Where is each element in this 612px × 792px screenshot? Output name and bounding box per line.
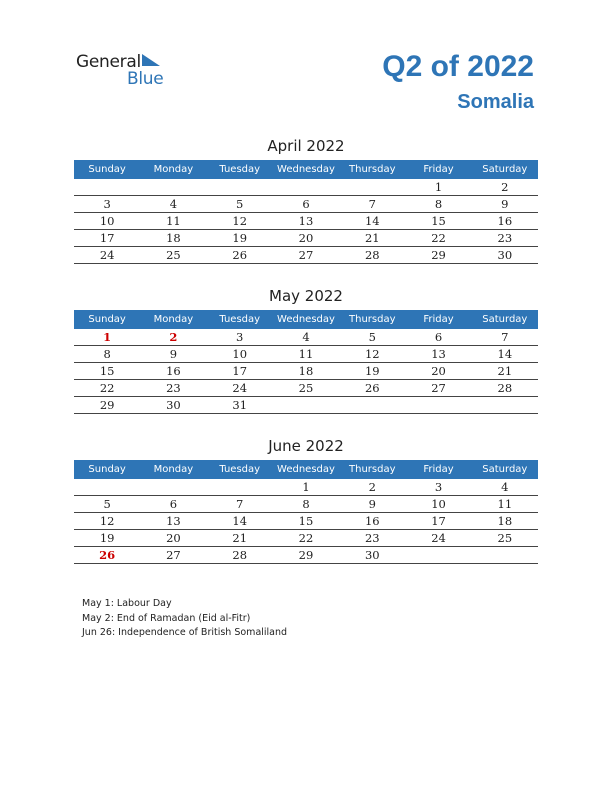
weekday-label: Tuesday xyxy=(219,464,261,475)
day-cell: 1 xyxy=(302,480,310,494)
day-cell xyxy=(339,397,405,413)
day-cell: 7 xyxy=(501,330,509,344)
day-cell: 27 xyxy=(166,548,181,562)
day-cell: 12 xyxy=(99,514,115,528)
day-cell: 5 xyxy=(368,330,376,344)
day-cell: 16 xyxy=(497,214,513,228)
weekday-label: Monday xyxy=(153,164,194,175)
day-cell: 28 xyxy=(497,381,513,395)
weekday-label: Tuesday xyxy=(219,314,261,325)
day-cell xyxy=(207,479,273,495)
day-cell: 30 xyxy=(166,398,181,412)
holiday-day-cell: 26 xyxy=(99,548,116,562)
month-calendar-june xyxy=(74,436,538,564)
logo-triangle-icon xyxy=(142,54,160,66)
day-cell xyxy=(273,397,339,413)
weekday-label: Monday xyxy=(153,314,194,325)
weekday-label: Wednesday xyxy=(277,164,335,175)
day-cell: 19 xyxy=(99,531,115,545)
day-cell: 13 xyxy=(166,514,181,528)
day-cell: 18 xyxy=(298,364,314,378)
day-cell: 20 xyxy=(431,364,446,378)
month-calendar-april xyxy=(74,136,538,264)
day-cell: 31 xyxy=(232,398,248,412)
day-cell: 18 xyxy=(166,231,181,245)
day-cell: 9 xyxy=(368,497,376,511)
day-cell: 7 xyxy=(368,197,376,211)
holiday-note: Jun 26: Independence of British Somaliland xyxy=(82,627,288,638)
day-cell: 11 xyxy=(298,347,314,361)
day-cell xyxy=(207,179,273,195)
day-cell: 13 xyxy=(298,214,314,228)
weekday-label: Sunday xyxy=(88,164,126,175)
day-cell: 14 xyxy=(497,347,513,361)
day-cell xyxy=(140,479,206,495)
day-cell: 27 xyxy=(431,381,446,395)
week-row xyxy=(74,547,538,564)
day-cell: 26 xyxy=(232,248,248,262)
day-cell: 14 xyxy=(232,514,248,528)
weekday-label: Friday xyxy=(423,164,454,175)
day-cell: 20 xyxy=(298,231,314,245)
day-cell xyxy=(472,397,538,413)
day-cell xyxy=(74,479,140,495)
day-cell xyxy=(140,179,206,195)
day-cell: 17 xyxy=(99,231,115,245)
day-cell: 5 xyxy=(236,197,244,211)
day-cell: 22 xyxy=(99,381,115,395)
day-cell: 24 xyxy=(431,531,446,545)
country-name: Somalia xyxy=(457,91,534,113)
day-cell: 28 xyxy=(232,548,248,562)
week-row xyxy=(74,363,538,380)
weekday-label: Tuesday xyxy=(219,164,261,175)
brand-logo xyxy=(76,52,176,92)
logo-text-general: General xyxy=(76,52,141,72)
holiday-day-cell: 2 xyxy=(169,330,178,344)
week-row xyxy=(74,479,538,496)
weekday-label: Saturday xyxy=(482,164,528,175)
day-cell: 25 xyxy=(497,531,513,545)
weekday-header-row xyxy=(74,310,538,329)
day-cell: 6 xyxy=(169,497,178,511)
weekday-label: Thursday xyxy=(349,164,396,175)
day-cell: 21 xyxy=(232,531,248,545)
day-cell: 17 xyxy=(431,514,446,528)
week-row xyxy=(74,196,538,213)
week-row xyxy=(74,179,538,196)
day-cell: 4 xyxy=(501,480,509,494)
weekday-label: Thursday xyxy=(349,314,396,325)
week-row xyxy=(74,530,538,547)
day-cell: 19 xyxy=(364,364,380,378)
day-cell: 2 xyxy=(501,180,509,194)
day-cell: 25 xyxy=(298,381,314,395)
day-cell: 28 xyxy=(364,248,380,262)
day-cell: 25 xyxy=(166,248,181,262)
day-cell: 23 xyxy=(166,381,181,395)
week-row xyxy=(74,380,538,397)
day-cell: 15 xyxy=(99,364,115,378)
day-cell xyxy=(339,179,405,195)
weekday-label: Friday xyxy=(423,464,454,475)
week-row xyxy=(74,346,538,363)
day-cell: 6 xyxy=(434,330,443,344)
day-cell: 9 xyxy=(501,197,509,211)
weekday-label: Friday xyxy=(423,314,454,325)
holiday-note: May 2: End of Ramadan (Eid al-Fitr) xyxy=(82,612,251,624)
holiday-note: May 1: Labour Day xyxy=(82,598,172,609)
day-cell: 12 xyxy=(364,347,380,361)
day-cell: 9 xyxy=(169,347,178,361)
day-cell: 16 xyxy=(166,364,181,378)
day-cell: 22 xyxy=(298,531,314,545)
week-row xyxy=(74,329,538,346)
day-cell xyxy=(273,179,339,195)
day-cell: 19 xyxy=(232,231,248,245)
day-cell: 23 xyxy=(364,531,380,545)
weekday-header-row xyxy=(74,160,538,179)
day-cell: 29 xyxy=(431,248,446,262)
day-cell: 23 xyxy=(497,231,513,245)
weekday-label: Wednesday xyxy=(277,314,335,325)
day-cell: 8 xyxy=(103,347,111,361)
holiday-day-cell: 1 xyxy=(103,330,112,344)
weekday-label: Saturday xyxy=(482,464,528,475)
day-cell: 2 xyxy=(368,480,376,494)
day-cell xyxy=(74,179,140,195)
day-cell: 4 xyxy=(302,330,310,344)
day-cell: 21 xyxy=(497,364,513,378)
day-cell: 24 xyxy=(99,248,115,262)
month-title: May 2022 xyxy=(269,287,343,305)
day-cell: 10 xyxy=(232,347,248,361)
day-cell: 10 xyxy=(431,497,446,511)
day-cell: 11 xyxy=(497,497,513,511)
day-cell: 3 xyxy=(434,480,443,494)
weekday-header-row xyxy=(74,460,538,479)
day-cell: 20 xyxy=(166,531,181,545)
week-row xyxy=(74,397,538,414)
day-cell: 7 xyxy=(236,497,244,511)
holiday-notes xyxy=(82,597,287,641)
weekday-label: Sunday xyxy=(88,464,126,475)
day-cell: 3 xyxy=(103,197,111,211)
weekday-label: Thursday xyxy=(349,464,396,475)
logo-text-blue: Blue xyxy=(127,69,164,89)
day-cell: 14 xyxy=(364,214,380,228)
day-cell: 8 xyxy=(302,497,310,511)
day-cell: 10 xyxy=(99,214,115,228)
day-cell xyxy=(405,547,471,563)
page-title: Q2 of 2022 xyxy=(382,50,534,83)
day-cell: 29 xyxy=(298,548,314,562)
weekday-label: Saturday xyxy=(482,314,528,325)
day-cell: 15 xyxy=(431,214,446,228)
weekday-label: Sunday xyxy=(88,314,126,325)
day-cell: 11 xyxy=(166,214,181,228)
day-cell: 16 xyxy=(364,514,380,528)
month-title: June 2022 xyxy=(268,437,344,455)
week-row xyxy=(74,496,538,513)
day-cell: 18 xyxy=(497,514,513,528)
day-cell: 22 xyxy=(431,231,446,245)
day-cell: 12 xyxy=(232,214,248,228)
day-cell: 29 xyxy=(99,398,115,412)
day-cell xyxy=(472,547,538,563)
day-cell: 21 xyxy=(364,231,380,245)
day-cell: 8 xyxy=(434,197,443,211)
day-cell: 4 xyxy=(169,197,178,211)
day-cell: 3 xyxy=(236,330,244,344)
week-row xyxy=(74,230,538,247)
day-cell: 15 xyxy=(298,514,314,528)
month-title: April 2022 xyxy=(267,137,345,155)
day-cell: 5 xyxy=(103,497,111,511)
week-row xyxy=(74,513,538,530)
day-cell: 24 xyxy=(232,381,248,395)
weekday-label: Monday xyxy=(153,464,194,475)
day-cell: 17 xyxy=(232,364,248,378)
day-cell: 27 xyxy=(298,248,314,262)
weekday-label: Wednesday xyxy=(277,464,335,475)
day-cell: 30 xyxy=(497,248,513,262)
day-cell: 1 xyxy=(434,180,443,194)
month-calendar-may xyxy=(74,286,538,414)
day-cell: 13 xyxy=(431,347,446,361)
day-cell: 30 xyxy=(364,548,380,562)
week-row xyxy=(74,213,538,230)
week-row xyxy=(74,247,538,264)
day-cell xyxy=(405,397,471,413)
day-cell: 26 xyxy=(364,381,380,395)
day-cell: 6 xyxy=(302,197,310,211)
